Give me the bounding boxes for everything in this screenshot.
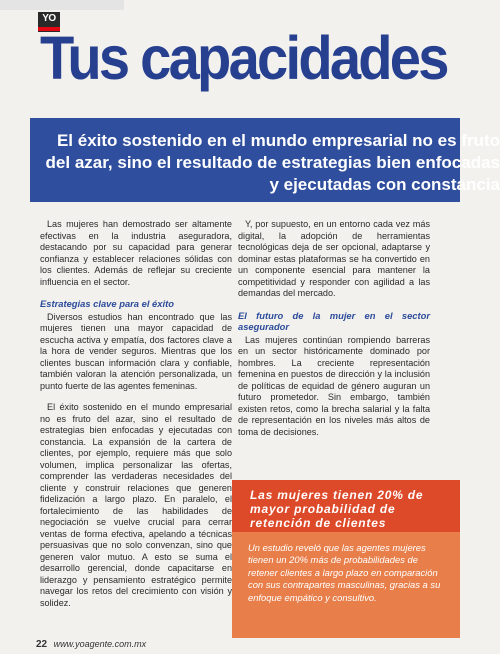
page-number: 22	[36, 639, 48, 650]
callout-title: Las mujeres tienen 20% de mayor probabilidad de retención de clientes	[250, 488, 424, 530]
left-column	[40, 219, 232, 619]
callout-header	[232, 480, 460, 532]
callout-body: Un estudio reveló que las agentes mujeres tienen un 20% más de probabilidades de retener clientes a largo plazo en comparación con sus contrapartes masculinas, gracias a su enfoque empático y consultivo.	[248, 542, 441, 603]
footer-url: www.yoagente.com.mx	[53, 639, 147, 649]
left-paragraph-2: Diversos estudios han encontrado que las mujeres tienen una mayor capacidad de escucha activa y empatía, dos factores clave a la hora de vender seguros. Mientras que los clientes buscan información clara y confiable, también valoran la atención personalizada, un punto fuerte de las agentes femeninas.	[40, 311, 232, 391]
left-subheading: Estrategias clave para el éxito	[40, 298, 174, 309]
page-title: Tus capacidades	[40, 24, 447, 92]
page-footer	[36, 639, 146, 650]
right-paragraph-1: Y, por supuesto, en un entorno cada vez más digital, la adopción de herramientas tecnológicas deja de ser opcional, adaptarse y dominar estas plataformas se ha convertido en un componente esencial para mantener la competitividad y responder con agilidad a las demandas del mercado.	[238, 219, 430, 298]
top-bar	[0, 0, 124, 10]
right-paragraph-2: Las mujeres continúan rompiendo barreras en un sector históricamente dominado por hombres. La creciente representación femenina en puestos de dirección y la inclusión de políticas de equidad de género auguran un futuro prometedor. Sin embargo, también existen retos, como la brecha salarial y la falta de representación en los niveles más altos de toma de decisiones.	[238, 334, 430, 437]
intro-banner	[30, 118, 500, 202]
right-column	[238, 219, 430, 448]
logo-text: YO	[42, 13, 56, 24]
banner-text: El éxito sostenido en el mundo empresarial no es fruto del azar, sino el resultado de estrategias bien enfocadas y ejecutadas con constancia	[45, 131, 500, 194]
left-paragraph-3: El éxito sostenido en el mundo empresarial no es fruto del azar, sino el resultado de estrategias bien enfocadas y ejecutadas con constancia. La expansión de la cartera de clientes, por ejemplo, requiere más que solo volumen, implica personalizar las ofertas, comprender las verdaderas necesidades del cliente y construir relaciones que generen fidelización a largo plazo. En paralelo, el fortalecimiento de las habilidades de negociación se vuelve crucial para cerrar ventas de forma efectiva, apelando a técnicas persuasivas que no solo convenzan, sino que generen valor mutuo. A esto se suma el desarrollo gerencial, donde capacitarse en liderazgo y pensamiento estratégico permite navegar los retos del crecimiento con visión y solidez.	[40, 402, 232, 608]
left-paragraph-1: Las mujeres han demostrado ser altamente efectivas en la industria aseguradora, destacando por su capacidad para generar confianza y establecer relaciones sólidas con los clientes. Además de reflejar su creciente influencia en el sector.	[40, 219, 232, 287]
right-subheading: El futuro de la mujer en el sector asegurador	[238, 309, 430, 332]
stat-callout-box	[232, 480, 460, 638]
